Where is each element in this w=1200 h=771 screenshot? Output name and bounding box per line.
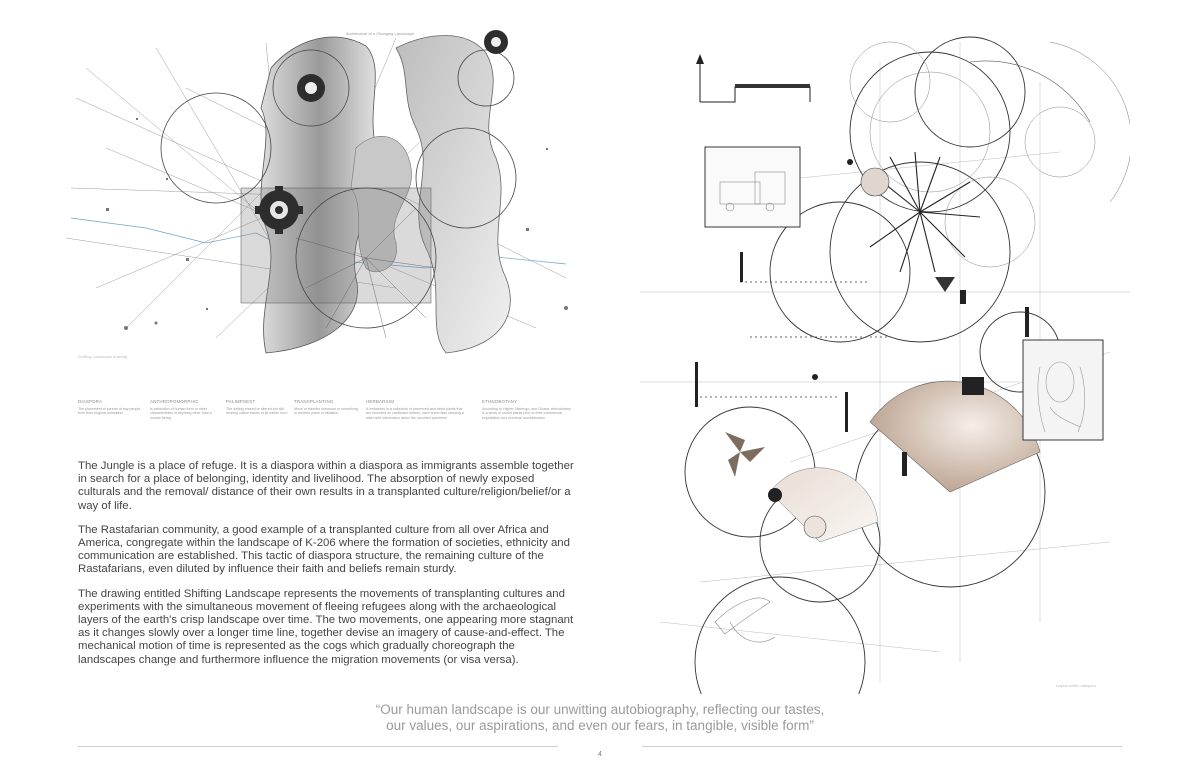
footer-rule-left bbox=[78, 746, 558, 747]
glossary-definition: The placement of spread of any people from their original homeland bbox=[78, 406, 141, 416]
footer-rule-right bbox=[642, 746, 1122, 747]
glossary-definition: A herbarium is a collection of preserved and dried plants that are mounted on cardboard sheets, each sheet also carrying a label with information about the mounted specimen bbox=[366, 406, 464, 420]
glossary-definition: According to Higher, Matengo, and Ghana, ethnobotany is a study of useful plants prior to their commercial exploitation and eventual domestication bbox=[482, 406, 571, 420]
glossary-item bbox=[78, 400, 143, 416]
quote-line: our values, our aspirations, and even our fears, in tangible, visible form” bbox=[386, 717, 814, 733]
page-number: 4 bbox=[598, 751, 602, 758]
body-paragraph: The Jungle is a place of refuge. It is a diaspora within a diaspora as immigrants assemble together in search for a place of belonging, identity and livelihood. The absorption of newly exposed culturals and the removal/ distance of their own results in a transplanted culture/religion/belief/or a way of life. bbox=[78, 460, 574, 512]
truck-sketch-frame bbox=[705, 147, 800, 227]
glossary-definition: The writing erased or altered but still bearing visible traces of its earlier form bbox=[226, 406, 288, 416]
glossary-item bbox=[482, 400, 574, 420]
pull-quote bbox=[250, 702, 950, 733]
glossary-definition: Is attribution of human form or other characteristics to anything other than a human being bbox=[150, 406, 212, 420]
body-text bbox=[78, 460, 574, 678]
shifting-landscape-drawing bbox=[66, 28, 576, 358]
glossary-term: ETHNOBOTANY bbox=[482, 399, 518, 404]
portrait-frame bbox=[1023, 340, 1103, 440]
glossary-item bbox=[226, 400, 291, 416]
glossary-item bbox=[366, 400, 466, 420]
left-figure-caption: Shifting Landscape drawing bbox=[78, 354, 128, 359]
glossary-item bbox=[294, 400, 359, 416]
glossary-term: DIASPORA bbox=[78, 399, 103, 404]
glossary-term: PALIMPSEST bbox=[226, 399, 256, 404]
diaspora-layers-drawing bbox=[640, 22, 1130, 694]
glossary-term: HERBARIUM bbox=[366, 399, 395, 404]
diaspora-illustration bbox=[640, 22, 1130, 694]
landscape-illustration bbox=[66, 28, 576, 358]
quote-line: “Our human landscape is our unwitting autobiography, reflecting our tastes, bbox=[375, 702, 825, 717]
body-paragraph: The Rastafarian community, a good example of a transplanted culture from all over Africa and America, congregate within the landscape of K-206 where the formation of societies, ethnicity and communication are established. This tactic of diaspora structure, the remaining culture of the Rastafarians, even diluted by influence their faith and beliefs remain sturdy. bbox=[78, 523, 570, 576]
propeller-icon bbox=[725, 432, 765, 477]
glossary-definition: Move or transfer someone or something to another place or situation bbox=[294, 406, 358, 416]
figure-small-title: Architecture of a Changing Landscape bbox=[346, 31, 415, 36]
glossary-term: ANTHROPOMORPHIC bbox=[150, 399, 199, 404]
glossary-term: TRANSPLANTING bbox=[294, 399, 334, 404]
glossary-item bbox=[150, 400, 215, 420]
body-paragraph: The drawing entitled Shifting Landscape represents the movements of transplanting cultures and experiments with the simultaneous movement of fleeing refugees along with the archaeological layers of the earth's crisp landscape over time. The two movements, one appearing more stagnant as it changes slowly over a longer time line, together devise an imagery of cause-and-effect. The mechanical motion of time is represented as the cogs which gradually choreograph the landscapes change and furthermore influence the migration movements (or visa versa). bbox=[78, 587, 574, 666]
right-figure-caption: Layers within diaspora bbox=[1056, 683, 1096, 688]
